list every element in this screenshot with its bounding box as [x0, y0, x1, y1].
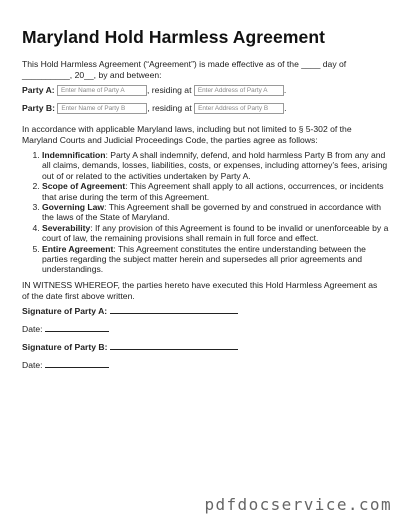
party-b-address-field[interactable]: Enter Address of Party B: [194, 103, 284, 114]
clause-item: [42, 223, 392, 244]
date-a-field[interactable]: [45, 324, 109, 332]
clause-item: [42, 244, 392, 275]
clause-text: : Party A shall indemnify, defend, and hold harmless Party B from any and all claims, demands, losses, liabilities, costs, or expenses, including attorney’s fees, arising out of or related to the activities undertaken by Party A.: [42, 150, 388, 181]
witness-paragraph: IN WITNESS WHEREOF, the parties hereto have executed this Hold Harmless Agreement as of the date first above written.: [22, 280, 378, 301]
date-b-line: [22, 360, 109, 371]
clause-term: Entire Agreement: [42, 243, 114, 254]
party-b-name-field[interactable]: Enter Name of Party B: [57, 103, 147, 114]
document-title: Maryland Hold Harmless Agreement: [22, 27, 326, 47]
clause-item: [42, 150, 392, 181]
party-a-period: .: [283, 85, 287, 95]
clause-text: : This Agreement shall be governed by and construed in accordance with the laws of the State of Maryland.: [42, 202, 381, 223]
date-a-line: [22, 324, 109, 335]
signature-a-line: [22, 306, 238, 317]
party-a-line: [22, 85, 286, 96]
clause-item: [42, 202, 392, 223]
signature-b-field[interactable]: [110, 342, 238, 350]
clause-text: : This Agreement shall apply to all actions, occurrences, or incidents that arise during the term of this Agreement.: [42, 181, 384, 202]
signature-a-label: Signature of Party A:: [22, 306, 108, 316]
date-b-label: Date:: [22, 360, 43, 370]
clause-text: : If any provision of this Agreement is found to be invalid or unenforceable by a court of law, the remaining provisions shall remain in full force and effect.: [42, 222, 389, 244]
clause-text: : This Agreement constitutes the entire understanding between the parties regarding the subject matter herein and supersedes all prior agreements and understandings.: [42, 243, 366, 275]
clause-term: Severability: [42, 222, 91, 233]
date-b-field[interactable]: [45, 360, 109, 368]
date-a-label: Date:: [22, 324, 43, 334]
clause-item: [42, 181, 392, 202]
party-a-address-field[interactable]: Enter Address of Party A: [194, 85, 284, 96]
signature-b-line: [22, 342, 238, 353]
party-a-residing-text: , residing at: [147, 85, 192, 95]
clause-term: Indemnification: [42, 150, 106, 160]
signature-a-field[interactable]: [110, 306, 238, 314]
party-b-label: Party B:: [22, 103, 55, 113]
clauses-list: [28, 150, 392, 275]
clause-term: Governing Law: [42, 202, 105, 213]
clause-term: Scope of Agreement: [42, 181, 126, 192]
party-a-label: Party A:: [22, 85, 55, 95]
party-b-residing-text: , residing at: [147, 103, 192, 113]
signature-b-label: Signature of Party B:: [22, 342, 108, 352]
watermark-logo: pdfdocservice.com: [204, 495, 392, 514]
party-b-line: [22, 103, 287, 114]
party-a-name-field[interactable]: Enter Name of Party A: [57, 85, 147, 96]
preamble-paragraph: In accordance with applicable Maryland laws, including but not limited to § 5-302 of the Maryland Courts and Judicial Proceedings Code, the parties agree as follows:: [22, 124, 352, 145]
party-b-period: .: [284, 103, 287, 113]
intro-paragraph: This Hold Harmless Agreement (“Agreement”) is made effective as of the ____ day of __________, 20__, by and between:: [22, 59, 347, 80]
